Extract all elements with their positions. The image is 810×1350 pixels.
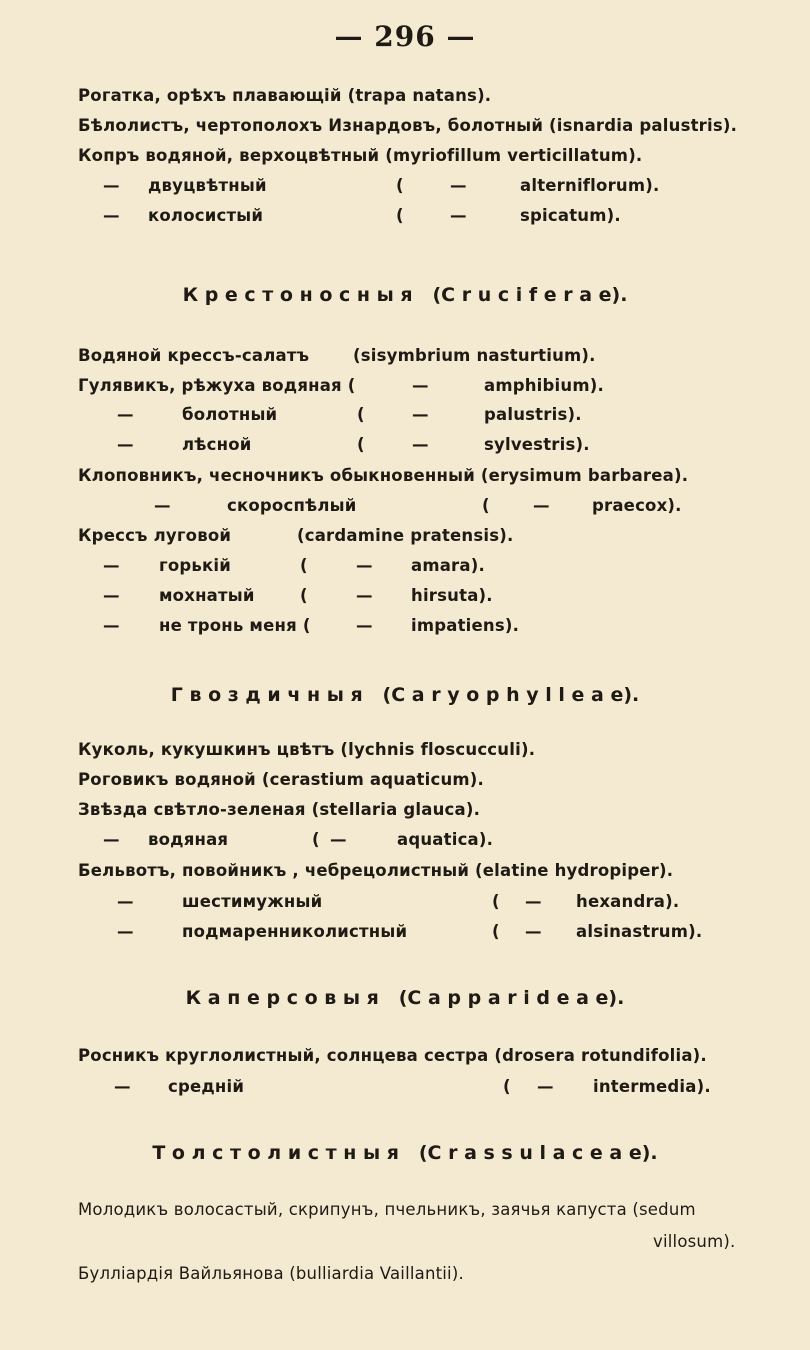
latin-name: sylvestris). [484, 435, 590, 454]
latin-name: (sisymbrium nasturtium). [353, 346, 596, 365]
latin-name: spicatum). [520, 206, 621, 225]
ditto-dash: — [412, 376, 429, 395]
ditto-dash: — [525, 922, 542, 941]
ditto-dash: — [412, 405, 429, 424]
ditto-paren: ( [396, 176, 404, 195]
ditto-paren: ( [492, 922, 500, 941]
latin-name: palustris). [484, 405, 582, 424]
species-name: водяная [148, 830, 229, 849]
entry-lychnis: Куколь, кукушкинъ цвѣтъ (lychnis floscucculi). [78, 740, 536, 759]
ditto-dash: — [154, 496, 171, 515]
ditto-dash: — [117, 922, 134, 941]
species-name: подмаренниколистный [182, 922, 408, 941]
ditto-dash: — [114, 1077, 131, 1096]
species-name: двуцвѣтный [148, 176, 267, 195]
ditto-dash: — [103, 556, 120, 575]
entry-sedum-continued: villosum). [653, 1232, 736, 1251]
entry-bulliardia: Булліардія Вайльянова (bulliardia Vaillantii). [78, 1264, 464, 1283]
latin-name: aquatica). [397, 830, 494, 849]
species-name: мохнатый [159, 586, 255, 605]
page-number: — 296 — [334, 20, 476, 53]
species-name: не тронь меня ( [159, 616, 311, 635]
latin-name: amphibium). [484, 376, 604, 395]
family-heading-crassulaceae: Т о л с т о л и с т н ы я (C r a s s u l a c e a e). [152, 1142, 658, 1164]
latin-name: amara). [411, 556, 485, 575]
ditto-dash: — [117, 405, 134, 424]
ditto-dash: — [412, 435, 429, 454]
ditto-dash: — [356, 556, 373, 575]
entry-elatine: Бельвотъ, повойникъ , чебрецолистный (elatine hydropiper). [78, 861, 674, 880]
entry-cerastium: Роговикъ водяной (cerastium aquaticum). [78, 770, 484, 789]
ditto-dash: — [330, 830, 347, 849]
latin-name: (cardamine pratensis). [297, 526, 514, 545]
species-name: горькій [159, 556, 232, 575]
ditto-paren: ( [300, 556, 308, 575]
entry-stellaria: Звѣзда свѣтло-зеленая (stellaria glauca). [78, 800, 481, 819]
species-name: Гулявикъ, рѣжуха водяная ( [78, 376, 356, 395]
latin-name: alterniflorum). [520, 176, 660, 195]
ditto-paren: ( [300, 586, 308, 605]
species-name: колосистый [148, 206, 264, 225]
ditto-dash: — [103, 206, 120, 225]
ditto-dash: — [103, 830, 120, 849]
entry-isnardia: Бѣлолистъ, чертополохъ Изнардовъ, болотный (isnardia palustris). [78, 116, 738, 135]
latin-name: impatiens). [411, 616, 520, 635]
ditto-paren: ( [357, 405, 365, 424]
ditto-dash: — [117, 892, 134, 911]
ditto-paren: ( [482, 496, 490, 515]
latin-name: hexandra). [576, 892, 680, 911]
species-name: болотный [182, 405, 278, 424]
ditto-dash: — [533, 496, 550, 515]
entry-trapa: Рогатка, орѣхъ плавающій (trapa natans). [78, 86, 492, 105]
entry-erysimum: Клоповникъ, чесночникъ обыкновенный (erysimum barbarea). [78, 466, 689, 485]
latin-name: intermedia). [593, 1077, 711, 1096]
latin-name: hirsuta). [411, 586, 493, 605]
family-heading-caryophylleae: Г в о з д и ч н ы я (C a r y o p h y l l e a e). [170, 684, 640, 706]
ditto-paren: ( [396, 206, 404, 225]
species-name: Водяной крессъ-салатъ [78, 346, 310, 365]
species-name: средній [168, 1077, 245, 1096]
ditto-dash: — [103, 616, 120, 635]
entry-drosera: Росникъ круглолистный, солнцева сестра (drosera rotundifolia). [78, 1046, 707, 1065]
ditto-dash: — [117, 435, 134, 454]
ditto-paren: ( [492, 892, 500, 911]
family-heading-cruciferae: К р е с т о н о с н ы я (C r u c i f e r a e). [182, 284, 628, 306]
ditto-paren: ( [503, 1077, 511, 1096]
family-heading-capparideae: К а п е р с о в ы я (C a p p a r i d e a e). [185, 987, 625, 1009]
ditto-dash: — [103, 176, 120, 195]
species-name: скороспѣлый [227, 496, 357, 515]
ditto-dash: — [450, 176, 467, 195]
latin-name: alsinastrum). [576, 922, 703, 941]
ditto-dash: — [450, 206, 467, 225]
entry-myriofillum: Копръ водяной, верхоцвѣтный (myriofillum verticillatum). [78, 146, 643, 165]
ditto-dash: — [525, 892, 542, 911]
ditto-dash: — [356, 586, 373, 605]
species-name: шестимужный [182, 892, 323, 911]
ditto-dash: — [356, 616, 373, 635]
ditto-dash: — [537, 1077, 554, 1096]
ditto-paren: ( [312, 830, 320, 849]
latin-name: praecox). [592, 496, 682, 515]
species-name: лѣсной [182, 435, 252, 454]
ditto-paren: ( [357, 435, 365, 454]
species-name: Крессъ луговой [78, 526, 232, 545]
entry-sedum: Молодикъ волосастый, скрипунъ, пчельникъ, заячья капуста (sedum [78, 1200, 696, 1219]
ditto-dash: — [103, 586, 120, 605]
